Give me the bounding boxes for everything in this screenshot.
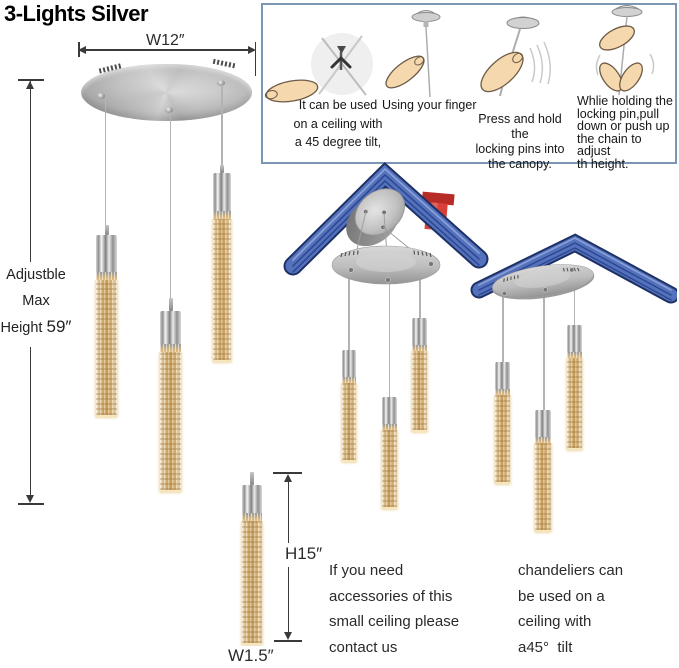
pendant-main-middle <box>160 298 181 492</box>
hanging-canopy <box>332 246 440 284</box>
instruction-step-2-text: Using your finger <box>382 98 477 112</box>
instruction-step-4-text: Whlie holding the locking pin,pull down or push up the chain to adjust th height. <box>577 94 673 171</box>
dimension-line <box>288 476 290 543</box>
pendant-roof2-middle <box>535 410 551 532</box>
suspension-wire <box>170 112 172 299</box>
arrow-down-icon <box>284 632 292 640</box>
pendant-main-right <box>213 165 231 362</box>
pendant-width-label: W1.5″ <box>228 646 274 665</box>
pendant-roof1-right <box>412 318 427 432</box>
dimension-line <box>80 49 254 51</box>
pendant-roof2-left <box>495 362 510 484</box>
page-title: 3-Lights Silver <box>4 1 149 26</box>
suspension-wire <box>105 99 107 226</box>
slanted-roof-illustration-2 <box>455 225 677 310</box>
pendant-height-label: H15″ <box>285 544 323 563</box>
slope-canopy <box>490 259 596 305</box>
tilt-ceiling-illustration <box>264 33 373 106</box>
pendant-roof1-left <box>342 350 356 462</box>
dimension-tick <box>255 42 257 76</box>
pendant-roof1-middle <box>382 397 397 509</box>
arrow-down-icon <box>26 495 34 503</box>
instruction-step-3-text: Press and hold the locking pins into the canopy. <box>475 112 565 171</box>
dimension-tick <box>18 503 44 505</box>
pendant-main-left <box>96 225 117 417</box>
dimension-line <box>288 567 290 633</box>
adjust-chain-illustration <box>595 6 653 96</box>
pendant-roof2-right <box>567 325 582 450</box>
dimension-tick <box>78 42 80 57</box>
suspension-wire <box>221 85 223 166</box>
max-height-label: Adjustble Max Height 59″ <box>0 262 72 341</box>
use-finger-illustration <box>381 11 440 98</box>
dimension-tick <box>274 640 302 642</box>
dimension-line <box>30 81 32 262</box>
dimension-line <box>30 347 32 498</box>
note-accessories: If you need accessories of this small ceiling please contact us <box>329 562 460 656</box>
note-tilt-ceiling: chandeliers can be used on a ceiling with a45° tilt <box>518 562 624 656</box>
canopy-width-label: W12″ <box>146 32 185 49</box>
instruction-step-1-text: It can be used on a ceiling with a 45 degree tilt, <box>293 98 383 149</box>
pendant-single-dimensioned <box>242 472 262 645</box>
press-hold-illustration <box>475 17 551 98</box>
